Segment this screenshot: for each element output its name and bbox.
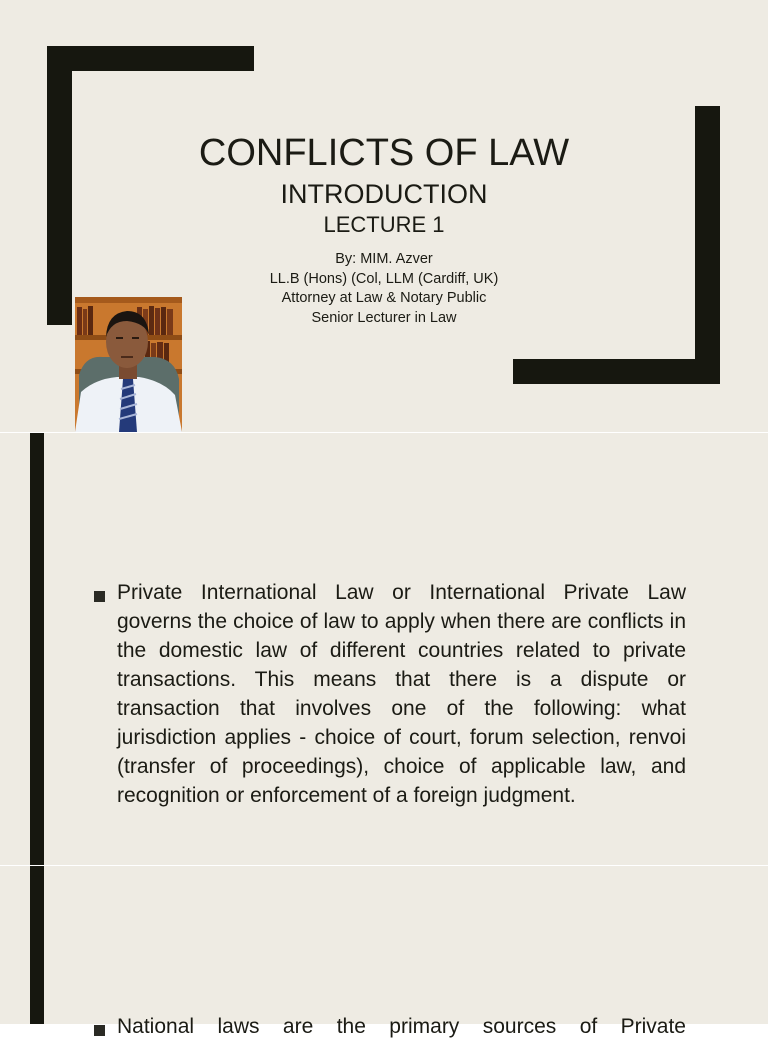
accent-left-bar	[30, 433, 44, 865]
bullet-text: National laws are the primary sources of Private	[117, 1015, 686, 1038]
square-bullet-icon	[94, 1025, 105, 1036]
lecture-number: LECTURE 1	[323, 212, 445, 237]
bullet-text: Private International Law or International Private Law governs the choice of law to apply when there are conflicts in the domestic law of different countries related to private transactions. This means that there is a dispute or transaction that involves one of the following: what jurisdiction applies - choice of court, forum selection, renvoi (transfer of proceedings), choice of applicable law, and recognition or enforcement of a foreign judgment.	[117, 581, 686, 807]
accent-left-bar	[30, 866, 44, 1024]
title-slide	[0, 0, 768, 432]
author-profession: Attorney at Law & Notary Public	[281, 290, 487, 306]
author-portrait	[75, 297, 182, 432]
author-portrait-image	[75, 297, 182, 432]
bullet-item	[92, 578, 686, 810]
author-position: Senior Lecturer in Law	[311, 309, 457, 326]
author-name: By: MIM. Azver	[335, 251, 433, 267]
author-degrees: LL.B (Hons) (Col, LLM (Cardiff, UK)	[269, 270, 499, 287]
frame-bottom-bar	[513, 359, 720, 384]
slide-subtitle: INTRODUCTION	[280, 179, 488, 209]
content-slide	[0, 433, 768, 865]
frame-top-bar	[47, 46, 254, 71]
slide-title: CONFLICTS OF LAW	[198, 132, 570, 174]
bullet-item	[92, 1012, 686, 1041]
content-slide-partial	[0, 866, 768, 1038]
square-bullet-icon	[94, 591, 105, 602]
